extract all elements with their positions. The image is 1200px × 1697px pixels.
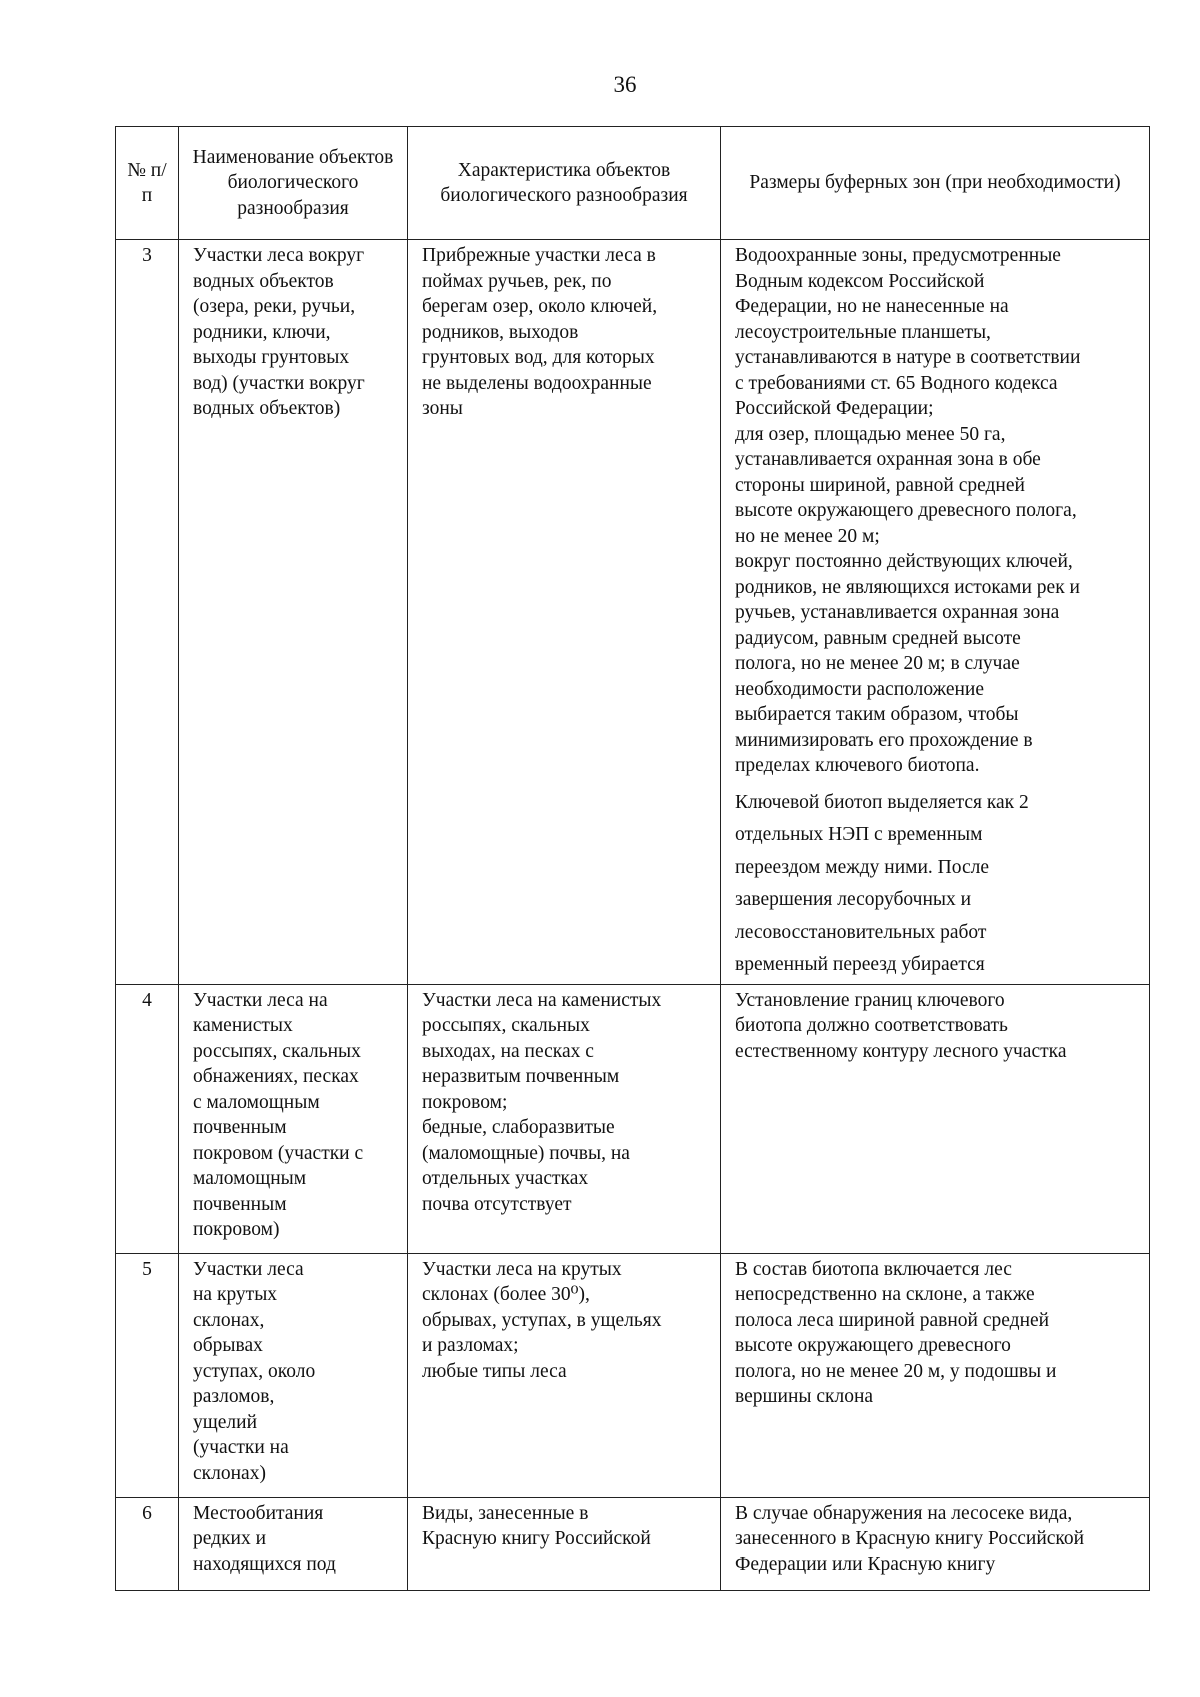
text-line: отдельных НЭП с временным [735, 824, 983, 845]
text-line: ручьев, устанавливается охранная зона [735, 602, 1060, 623]
text-line: ущелий [193, 1411, 258, 1433]
text-line: выходах, на песках с [422, 1040, 594, 1062]
biodiversity-table [115, 126, 1150, 1591]
text-line: выходы грунтовых [193, 347, 350, 368]
text-line: покровом) [193, 1219, 280, 1240]
text-line: отдельных участках [422, 1168, 589, 1189]
text-line: полоса леса шириной равной средней [735, 1309, 1050, 1331]
text-line: естественному контуру лесного участка [735, 1040, 1067, 1062]
text-line: родников, выходов [422, 321, 579, 343]
header-buffer: Размеры буферных зон (при необходимости) [721, 127, 1150, 240]
row-characteristic [408, 984, 721, 1253]
text-line: обрывах [193, 1335, 263, 1356]
text-line: (маломощные) почвы, на [422, 1142, 630, 1164]
text-line: для озер, площадью менее 50 га, [735, 423, 1006, 445]
row-number: 3 [116, 240, 179, 985]
text-line: Установление границ ключевого [735, 989, 1005, 1011]
row-characteristic [408, 1497, 721, 1590]
table-row [116, 1497, 1150, 1590]
text-line: с требованиями ст. 65 Водного кодекса [735, 372, 1058, 394]
text-line: Участки леса на [193, 989, 328, 1011]
text-line: завершения лесорубочных и [735, 889, 972, 910]
text-line: поймах ручьев, рек, по [422, 270, 612, 292]
text-line: на крутых [193, 1284, 278, 1305]
text-line: лесовосстановительных работ [735, 921, 987, 943]
text-line: но не менее 20 м; [735, 525, 880, 547]
text-line: родников, не являющихся истоками рек и [735, 576, 1080, 598]
row-name [179, 1497, 408, 1590]
header-name: Наименование объектов биологического разнообразия [179, 127, 408, 240]
text-line: водных объектов [193, 270, 334, 292]
text-line: (озера, реки, ручьи, [193, 296, 356, 317]
row-number: 5 [116, 1253, 179, 1497]
table-row [116, 240, 1150, 985]
text-line: Участки леса на крутых [422, 1258, 622, 1280]
text-line: склонах) [193, 1462, 266, 1484]
text-line: зоны [422, 398, 463, 419]
row-name [179, 240, 408, 985]
text-line: разломов, [193, 1386, 275, 1407]
text-line: Красную книгу Российской [422, 1528, 651, 1549]
header-characteristic: Характеристика объектов биологического разнообразия [408, 127, 721, 240]
text-line: с маломощным [193, 1091, 320, 1113]
text-line: вершины склона [735, 1386, 874, 1407]
text-line: и разломах; [422, 1335, 519, 1356]
text-line: высоте окружающего древесного [735, 1335, 1011, 1356]
text-line: уступах, около [193, 1360, 316, 1382]
text-line: покровом (участки с [193, 1142, 364, 1164]
text-line: Прибрежные участки леса в [422, 245, 656, 266]
text-line: необходимости расположение [735, 678, 985, 700]
row-buffer [721, 240, 1150, 985]
buffer-note [735, 787, 1139, 982]
text-line: не выделены водоохранные [422, 372, 652, 394]
text-line: биотопа должно соответствовать [735, 1015, 1008, 1036]
table-row [116, 1253, 1150, 1497]
text-line: полога, но не менее 20 м; в случае [735, 653, 1020, 674]
text-line: стороны шириной, равной средней [735, 474, 1025, 496]
header-number: № п/п [116, 127, 179, 240]
page-number: 36 [613, 72, 637, 97]
text-line: почвенным [193, 1193, 287, 1215]
row-name [179, 984, 408, 1253]
text-line: находящихся под [193, 1553, 336, 1575]
text-line: устанавливаются в натуре в соответствии [735, 347, 1081, 368]
text-line: вод) (участки вокруг [193, 372, 365, 394]
text-line: редких и [193, 1528, 267, 1549]
text-line: (участки на [193, 1437, 289, 1458]
text-line: обнажениях, песках [193, 1066, 359, 1087]
text-line: временный переезд убирается [735, 954, 985, 975]
buffer-text [735, 243, 1139, 779]
text-line: вокруг постоянно действующих ключей, [735, 551, 1073, 572]
text-line: любые типы леса [422, 1360, 567, 1382]
text-line: почва отсутствует [422, 1193, 572, 1215]
row-buffer [721, 1253, 1150, 1497]
row-number: 6 [116, 1497, 179, 1590]
row-name [179, 1253, 408, 1497]
text-line: покровом; [422, 1091, 508, 1113]
table-header-row [116, 127, 1150, 240]
text-line: лесоустроительные планшеты, [735, 321, 991, 343]
text-line: Участки леса на каменистых [422, 989, 662, 1011]
text-line: неразвитым почвенным [422, 1066, 620, 1087]
text-line: бедные, слаборазвитые [422, 1117, 615, 1138]
text-line: непосредственно на склоне, а также [735, 1284, 1035, 1305]
text-line: почвенным [193, 1117, 287, 1138]
text-line: Федерации, но не нанесенные на [735, 296, 1009, 317]
table-row [116, 984, 1150, 1253]
text-line: Участки леса вокруг [193, 245, 365, 266]
text-line: Российской Федерации; [735, 398, 934, 419]
text-line: россыпях, скальных [422, 1015, 590, 1036]
text-line: устанавливается охранная зона в обе [735, 449, 1041, 470]
text-line: В случае обнаружения на лесосеке вида, [735, 1502, 1073, 1524]
row-characteristic [408, 240, 721, 985]
text-line: переездом между ними. После [735, 856, 990, 878]
text-line: каменистых [193, 1015, 293, 1036]
text-line: радиусом, равным средней высоте [735, 627, 1021, 649]
text-line: родники, ключи, [193, 321, 331, 343]
text-line: склонах, [193, 1309, 265, 1331]
text-line: Ключевой биотоп выделяется как 2 [735, 791, 1029, 813]
row-characteristic [408, 1253, 721, 1497]
row-buffer [721, 1497, 1150, 1590]
text-line: В состав биотопа включается лес [735, 1258, 1012, 1280]
text-line: Виды, занесенные в [422, 1502, 589, 1524]
text-line: Участки леса [193, 1258, 304, 1280]
text-line: пределах ключевого биотопа. [735, 755, 980, 776]
text-line: Водоохранные зоны, предусмотренные [735, 245, 1061, 266]
text-line: Водным кодексом Российской [735, 270, 985, 292]
text-line: высоте окружающего древесного полога, [735, 500, 1077, 521]
text-line: россыпях, скальных [193, 1040, 361, 1062]
text-line: грунтовых вод, для которых [422, 347, 655, 368]
text-line: обрывах, уступах, в ущельях [422, 1309, 662, 1331]
text-line: Местообитания [193, 1502, 324, 1524]
row-buffer [721, 984, 1150, 1253]
text-line: минимизировать его прохождение в [735, 729, 1033, 751]
text-line: берегам озер, около ключей, [422, 296, 658, 317]
row-number: 4 [116, 984, 179, 1253]
text-line: полога, но не менее 20 м, у подошвы и [735, 1360, 1057, 1382]
text-line: водных объектов) [193, 398, 341, 419]
text-line: выбирается таким образом, чтобы [735, 704, 1019, 725]
text-line: Федерации или Красную книгу [735, 1553, 996, 1575]
text-line: маломощным [193, 1168, 307, 1189]
text-line: склонах (более 30⁰), [422, 1284, 590, 1305]
text-line: занесенного в Красную книгу Российской [735, 1528, 1085, 1549]
